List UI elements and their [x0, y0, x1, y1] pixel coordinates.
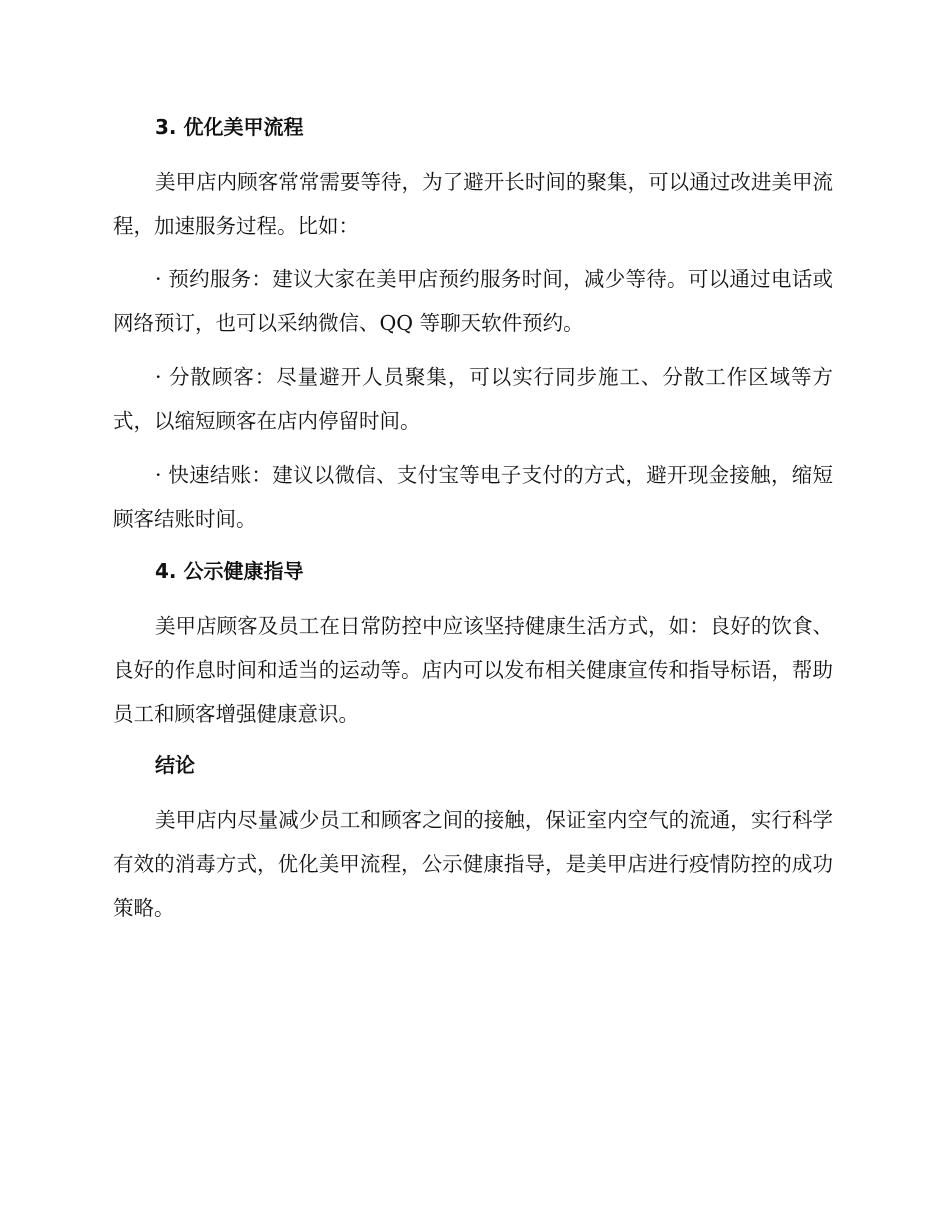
conclusion-body: 美甲店内尽量减少员工和顾客之间的接触，保证室内空气的流通，实行科学有效的消毒方式，优化美甲流程，公示健康指导，是美甲店进行疫情防控的成功策略。: [113, 808, 833, 920]
section-3-intro: 美甲店内顾客常常需要等待，为了避开长时间的聚集，可以通过改进美甲流程，加速服务过程。比如：: [113, 170, 833, 238]
section-3-bullet-checkout: · 快速结账：建议以微信、支付宝等电子支付的方式，避开现金接触，缩短顾客结账时间。: [113, 463, 833, 531]
section-3-bullet-disperse: · 分散顾客：尽量避开人员聚集，可以实行同步施工、分散工作区域等方式，以缩短顾客在店内停留时间。: [113, 365, 833, 433]
section-4-heading: 4. 公示健康指导: [155, 559, 304, 583]
conclusion-heading: 结论: [155, 753, 195, 777]
section-3-bullet-booking: · 预约服务：建议大家在美甲店预约服务时间，减少等待。可以通过电话或网络预订，也可以采纳微信、QQ 等聊天软件预约。: [113, 267, 833, 335]
section-4-body: 美甲店顾客及员工在日常防控中应该坚持健康生活方式，如：良好的饮食、良好的作息时间和适当的运动等。店内可以发布相关健康宣传和指导标语，帮助员工和顾客增强健康意识。: [113, 614, 833, 726]
section-3-heading: 3. 优化美甲流程: [155, 115, 304, 139]
